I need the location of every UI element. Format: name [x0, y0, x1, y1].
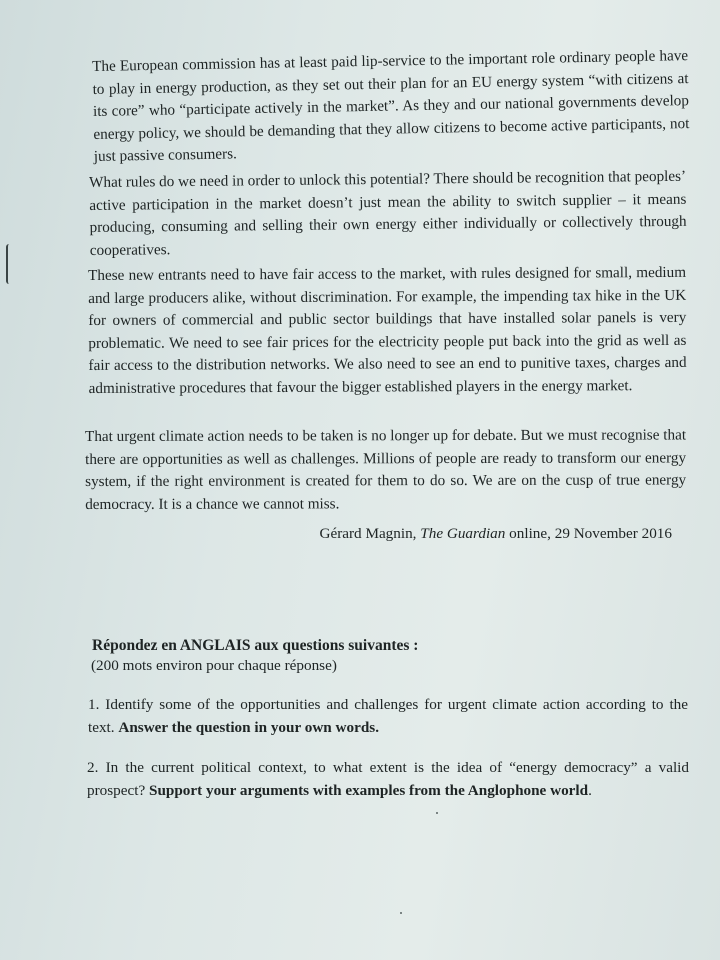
- question-2-text: 2. In the current political context, to what extent is the idea of “energy democracy” a valid prospect?: [87, 759, 689, 799]
- attribution-publication: The Guardian: [420, 525, 506, 542]
- article-paragraph-2: What rules do we need in order to unlock this potential? There should be recognition that peoples’ active participation in the market doesn’t just mean the ability to switch supplier – it means producing, consuming and selling their own energy either individually or collectively through cooperatives.: [89, 167, 687, 259]
- article-paragraph-4: That urgent climate action needs to be taken is no longer up for debate. But we must recognise that there are opportunities as well as challenges. Millions of people are ready to transform our energy system, if the right environment is created for them to do so. We are on the cusp of true energy democracy. It is a chance we cannot miss.: [85, 426, 687, 513]
- question-1-text: 1. Identify some of the opportunities and challenges for urgent climate action according to the text.: [88, 696, 688, 736]
- paper-speck: [436, 812, 438, 814]
- article-paragraph-3: These new entrants need to have fair access to the market, with rules designed for small, medium and large producers alike, without discrimination. For example, the impending tax hike in the UK for owners of commercial and public sector buildings that have installed solar panels is very problematic. We need to see fair prices for the electricity people put back into the grid as well as fair access to the distribution networks. We also need to see an end to punitive taxes, charges and administrative procedures that favour the bigger established players in the energy market.: [88, 263, 687, 397]
- binder-hole-mark: [6, 244, 14, 284]
- questions-subheading: (200 mots environ pour chaque réponse): [91, 657, 337, 674]
- question-1: [88, 694, 688, 739]
- attribution-author: Gérard Magnin,: [319, 525, 421, 542]
- questions-heading: Répondez en ANGLAIS aux questions suivantes :: [92, 637, 419, 654]
- attribution-date: online, 29 November 2016: [505, 525, 672, 542]
- question-1-instruction: Answer the question in your own words.: [118, 718, 379, 736]
- question-2-trailing: .: [588, 781, 592, 799]
- question-2: [87, 757, 689, 802]
- paper-speck: [400, 912, 402, 914]
- article-attribution: [300, 523, 672, 545]
- article-paragraph-1: The European commission has at least paid lip-service to the important role ordinary people have to play in energy production, as they set out their plan for an EU energy system “with citizens at its core” who “participate actively in the market”. As they and our national governments develop energy policy, we should be demanding that they allow citizens to become active participants, not just passive consumers.: [92, 47, 690, 165]
- question-2-instruction: Support your arguments with examples from the Anglophone world: [149, 781, 589, 799]
